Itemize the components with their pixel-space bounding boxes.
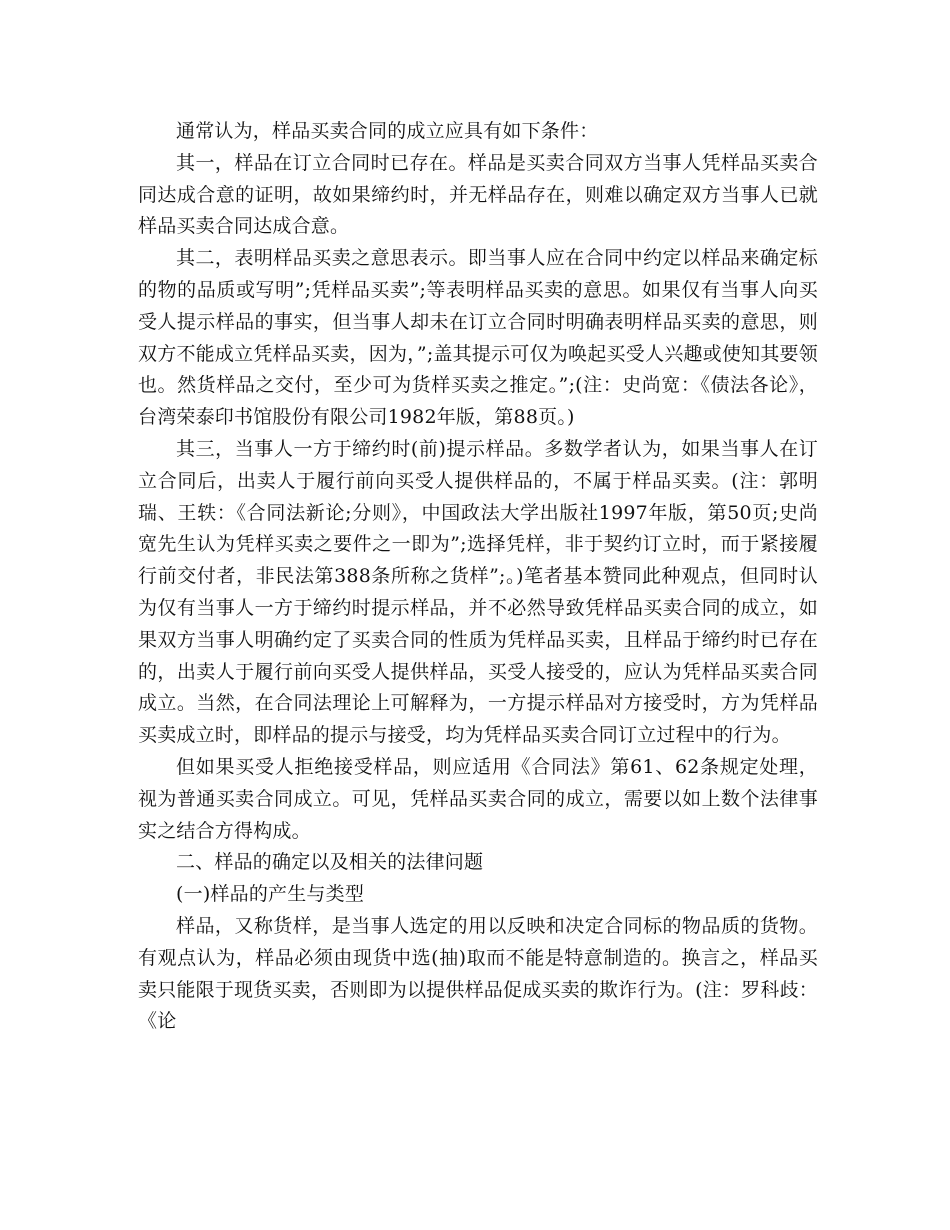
document-body (138, 116, 818, 1038)
paragraph-intro: 通常认为，样品买卖合同的成立应具有如下条件： (176, 120, 599, 142)
paragraph-rejection: 但如果买受人拒绝接受样品，则应适用《合同法》第61、62条规定处理，视为普通买卖合同成立。可见，凭样品买卖合同的成立，需要以如上数个法律事实之结合方得构成。 (138, 755, 818, 842)
paragraph-condition-1: 其一，样品在订立合同时已存在。样品是买卖合同双方当事人凭样品买卖合同达成合意的证明，故如果缔约时，并无样品存在，则难以确定双方当事人已就样品买卖合同达成合意。 (138, 151, 818, 238)
paragraph-sample-definition: 样品，又称货样，是当事人选定的用以反映和决定合同标的物品质的货物。有观点认为，样品必须由现货中选(抽)取而不能是特意制造的。换言之，样品买卖只能限于现货买卖，否则即为以提供样品促成买卖的欺诈行为。(注：罗科歧：《论 (138, 914, 818, 1033)
section-heading-2: 二、样品的确定以及相关的法律问题 (176, 851, 484, 874)
paragraph-condition-3: 其三，当事人一方于缔约时(前)提示样品。多数学者认为，如果当事人在订立合同后，出卖人于履行前向买受人提供样品的，不属于样品买卖。(注：郭明瑞、王轶：《合同法新论;分则》，中国政法大学出版社1997年版，第50页;史尚宽先生认为凭样买卖之要件之一即为”;选择凭样，非于契约订立时，而于紧接履行前交付者，非民法第388条所称之货样”;。)笔者基本赞同此种观点，但同时认为仅有当事人一方于缔约时提示样品，并不必然导致凭样品买卖合同的成立，如果双方当事人明确约定了买卖合同的性质为凭样品买卖，且样品于缔约时已存在的，出卖人于履行前向买受人提供样品，买受人接受的，应认为凭样品买卖合同成立。当然，在合同法理论上可解释为，一方提示样品对方接受时，方为凭样品买卖成立时，即样品的提示与接受，均为凭样品买卖合同订立过程中的行为。 (138, 437, 818, 747)
subsection-heading-1: (一)样品的产生与类型 (176, 883, 365, 906)
paragraph-condition-2: 其二，表明样品买卖之意思表示。即当事人应在合同中约定以样品来确定标的物的品质或写明”;凭样品买卖”;等表明样品买卖的意思。如果仅有当事人向买受人提示样品的事实，但当事人却未在订立合同时明确表明样品买卖的意思，则双方不能成立凭样品买卖，因为，”;盖其提示可仅为唤起买受人兴趣或使知其要领也。然货样品之交付，至少可为货样买卖之推定。”;(注：史尚宽：《债法各论》，台湾荣泰印书馆股份有限公司1982年版，第88页。) (138, 247, 818, 429)
